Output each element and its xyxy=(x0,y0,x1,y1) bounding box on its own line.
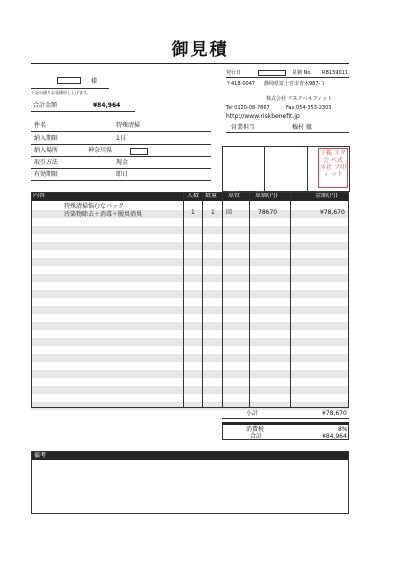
company-address: 静岡県富士宮市青木987-３ xyxy=(264,81,326,87)
customer-note: 下記の通りお見積申し上げます。 xyxy=(31,90,91,95)
info-label: 納入場所 xyxy=(34,147,59,154)
title-rule xyxy=(31,63,349,64)
company-tel: Tel 0120-08-7867 xyxy=(226,105,270,111)
col-line-1 xyxy=(183,192,184,408)
stamp-divider-1 xyxy=(264,146,265,192)
grand-total-label: 合計 xyxy=(250,433,263,440)
info-row-underline xyxy=(31,144,211,145)
tax-label: 消費税 xyxy=(246,426,265,433)
info-label: 有効期限 xyxy=(34,171,59,178)
col-line-3 xyxy=(222,192,223,408)
col-header-item: 内容 xyxy=(33,192,46,199)
issue-date-label: 発行日 xyxy=(226,70,242,76)
subtotal-value: ¥78,670 xyxy=(322,410,347,417)
info-value: 特殊清掃 xyxy=(116,122,141,129)
info-value: 1日 xyxy=(116,135,126,142)
company-url: http://www.riskbenefit.jp xyxy=(226,113,300,120)
delivery-place-redacted-box xyxy=(130,148,148,155)
col-line-5 xyxy=(290,192,291,408)
sales-rep-underline xyxy=(226,132,349,133)
info-label: 取引方法 xyxy=(34,159,59,166)
row1-qty: 1 xyxy=(211,209,215,216)
grand-total-value: ¥84,964 xyxy=(322,433,347,440)
tax-bar xyxy=(222,422,349,425)
estimate-no-label: 見積 No. xyxy=(292,70,312,76)
col-line-4 xyxy=(249,192,250,408)
page-title: 御見積 xyxy=(171,40,229,60)
sales-rep-name: 権村 徹 xyxy=(292,124,312,131)
col-line-2 xyxy=(202,192,203,408)
row1-amount: ¥78,670 xyxy=(320,209,345,216)
total-amount-underline xyxy=(31,111,135,112)
stamp-divider-2 xyxy=(307,146,308,192)
remarks-box xyxy=(31,451,349,514)
row1-item-line1: 特殊清掃悩むなパック xyxy=(64,203,125,210)
col-header-unit: 単位 xyxy=(228,192,241,199)
col-header-price: 単価(円) xyxy=(255,192,278,199)
company-fax: Fax 054-353-2303 xyxy=(286,105,332,111)
col-header-qty: 数量 xyxy=(205,192,218,199)
info-value: 即日 xyxy=(116,171,129,178)
estimate-no-underline xyxy=(226,77,349,78)
subtotal-label: 小計 xyxy=(246,410,259,417)
info-row-underline xyxy=(31,180,211,181)
row1-unit: 回 xyxy=(226,209,233,216)
table-frame xyxy=(31,192,349,408)
col-header-people: 人数 xyxy=(187,192,200,199)
info-row-underline xyxy=(31,156,211,157)
row1-people: 1 xyxy=(191,209,195,216)
remarks-label: 備考 xyxy=(34,452,47,459)
sales-rep-label: 営業担当 xyxy=(231,124,256,131)
customer-name-box xyxy=(57,77,81,84)
info-value: 神奈川県 xyxy=(88,147,113,154)
info-value: 現金 xyxy=(116,159,129,166)
info-row-underline xyxy=(31,168,211,169)
total-amount-label: 合計金額 xyxy=(33,102,58,109)
customer-suffix: 様 xyxy=(91,78,98,85)
row1-item-line2: 汚染物除去＋消毒＋脱臭消臭 xyxy=(64,211,143,218)
info-label: 納入期限 xyxy=(34,135,59,142)
company-name: 株式会社 リスクベネフィット xyxy=(266,96,333,102)
estimate-no-value: RB159011 xyxy=(322,70,348,76)
row1-price: 78670 xyxy=(258,209,278,216)
info-label: 件名 xyxy=(34,122,47,129)
info-row-underline xyxy=(31,131,211,132)
issue-date-box xyxy=(258,70,286,76)
col-header-amount: 金額(円) xyxy=(315,192,338,199)
customer-underline xyxy=(31,88,109,89)
tax-rate: 8% xyxy=(338,426,348,433)
total-amount-value: ¥84,964 xyxy=(93,102,121,109)
company-postal: 〒418-0047 xyxy=(226,81,256,87)
company-seal: リ株 スク会 ベ式 ネ社 フ印 ィ ット xyxy=(318,148,348,188)
